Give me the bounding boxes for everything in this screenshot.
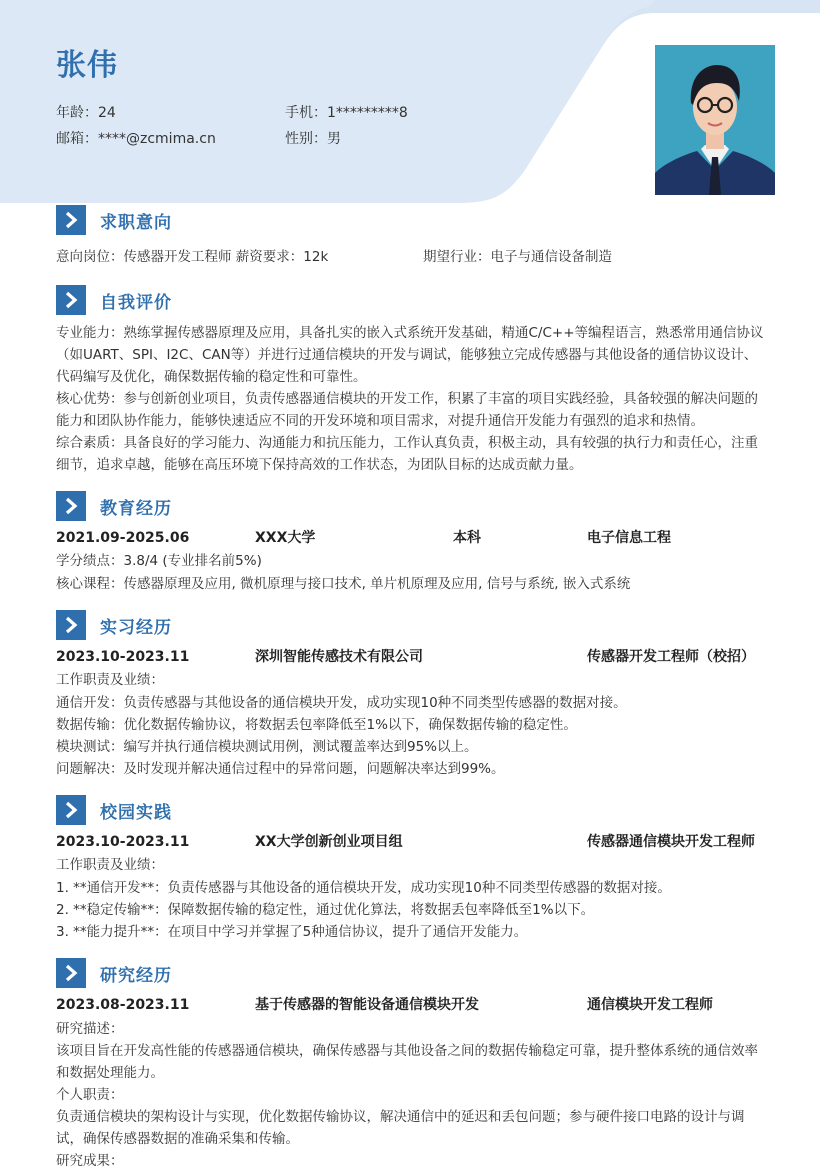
person-portrait-icon xyxy=(655,45,775,195)
education-row xyxy=(56,527,768,549)
research-role: 通信模块开发工程师 xyxy=(587,997,713,1013)
internship-period: 2023.10-2023.11 xyxy=(56,649,190,665)
education-major: 电子信息工程 xyxy=(587,530,671,546)
education-school: XXX大学 xyxy=(255,530,316,546)
intent-industry: 期望行业：电子与通信设备制造 xyxy=(423,249,612,265)
intent-position: 意向岗位：传感器开发工程师 薪资要求：12k xyxy=(56,249,329,265)
internship-line: 问题解决：及时发现并解决通信过程中的异常问题，问题解决率达到99%。 xyxy=(56,761,505,777)
gender-label: 性别： xyxy=(285,131,327,147)
campus-line: 工作职责及业绩： xyxy=(56,857,164,873)
campus-row xyxy=(56,831,768,853)
age-value: 24 xyxy=(98,105,116,121)
section-header-education xyxy=(56,491,172,521)
gender-field xyxy=(285,128,341,148)
chevron-right-icon xyxy=(56,795,86,825)
research-period: 2023.08-2023.11 xyxy=(56,997,190,1013)
education-degree: 本科 xyxy=(453,530,481,546)
email-field xyxy=(56,128,216,148)
campus-line: 2. **稳定传输**：保障数据传输的稳定性，通过优化算法，将数据丢包率降低至1%以下。 xyxy=(56,902,595,918)
education-courses: 核心课程：传感器原理及应用, 微机原理与接口技术, 单片机原理及应用, 信号与系统, 嵌入式系统 xyxy=(56,576,631,592)
phone-field xyxy=(285,102,408,122)
research-desc-label: 研究描述： xyxy=(56,1021,124,1037)
internship-line: 数据传输：优化数据传输协议，将数据丢包率降低至1%以下，确保数据传输的稳定性。 xyxy=(56,717,577,733)
education-gpa: 学分绩点：3.8/4 (专业排名前5%) xyxy=(56,553,262,569)
phone-value: 1*********8 xyxy=(327,105,408,121)
section-title: 研究经历 xyxy=(100,965,172,986)
chevron-right-icon xyxy=(56,610,86,640)
internship-line: 通信开发：负责传感器与其他设备的通信模块开发，成功实现10种不同类型传感器的数据对接。 xyxy=(56,695,627,711)
age-label: 年龄： xyxy=(56,105,98,121)
chevron-right-icon xyxy=(56,491,86,521)
research-project: 基于传感器的智能设备通信模块开发 xyxy=(255,997,479,1013)
age-field xyxy=(56,102,116,122)
section-title: 实习经历 xyxy=(100,617,172,638)
section-title: 求职意向 xyxy=(100,212,172,233)
research-result-label: 研究成果： xyxy=(56,1153,124,1169)
email-value: ****@zcmima.cn xyxy=(98,131,216,147)
chevron-right-icon xyxy=(56,205,86,235)
self-eval-qualities: 综合素质：具备良好的学习能力、沟通能力和抗压能力，工作认真负责，积极主动，具有较强的执行力和责任心，注重细节，追求卓越，能够在高压环境下保持高效的工作状态，为团队目标的达成贡献力量。 xyxy=(56,435,758,473)
internship-row xyxy=(56,646,768,668)
self-eval-strengths: 核心优势：参与创新创业项目，负责传感器通信模块的开发工作，积累了丰富的项目实践经验，具备较强的解决问题的能力和团队协作能力，能够快速适应不同的开发环境和项目需求，对提升通信开发能力有强烈的追求和热情。 xyxy=(56,391,758,429)
section-header-self-evaluation xyxy=(56,285,172,315)
research-duty-label: 个人职责： xyxy=(56,1087,124,1103)
research-desc: 该项目旨在开发高性能的传感器通信模块，确保传感器与其他设备之间的数据传输稳定可靠，提升整体系统的通信效率和数据处理能力。 xyxy=(56,1043,758,1081)
internship-line: 模块测试：编写并执行通信模块测试用例，测试覆盖率达到95%以上。 xyxy=(56,739,478,755)
research-duty: 负责通信模块的架构设计与实现，优化数据传输协议，解决通信中的延迟和丢包问题；参与硬件接口电路的设计与调试，确保传感器数据的准确采集和传输。 xyxy=(56,1109,745,1147)
email-label: 邮箱： xyxy=(56,131,98,147)
internship-role: 传感器开发工程师（校招） xyxy=(587,649,755,665)
gender-value: 男 xyxy=(327,131,341,147)
campus-line: 3. **能力提升**：在项目中学习并掌握了5种通信协议，提升了通信开发能力。 xyxy=(56,924,528,940)
self-eval-professional: 专业能力：熟练掌握传感器原理及应用，具备扎实的嵌入式系统开发基础，精通C/C++等编程语言，熟悉常用通信协议（如UART、SPI、I2C、CAN等）并进行过通信模块的开发与调试，能够独立完成传感器与其他设备的通信协议设计、代码编写及优化，确保数据传输的稳定性和可靠性。 xyxy=(56,325,764,385)
phone-label: 手机： xyxy=(285,105,327,121)
campus-period: 2023.10-2023.11 xyxy=(56,834,190,850)
chevron-right-icon xyxy=(56,958,86,988)
internship-company: 深圳智能传感技术有限公司 xyxy=(255,649,423,665)
section-header-campus-practice xyxy=(56,795,172,825)
campus-role: 传感器通信模块开发工程师 xyxy=(587,834,755,850)
campus-org: XX大学创新创业项目组 xyxy=(255,834,403,850)
profile-photo xyxy=(655,45,775,195)
section-header-job-intent xyxy=(56,205,172,235)
section-title: 自我评价 xyxy=(100,292,172,313)
research-row xyxy=(56,994,768,1016)
section-header-internship xyxy=(56,610,172,640)
section-title: 教育经历 xyxy=(100,498,172,519)
section-header-research xyxy=(56,958,172,988)
campus-line: 1. **通信开发**：负责传感器与其他设备的通信模块开发，成功实现10种不同类型传感器的数据对接。 xyxy=(56,880,671,896)
chevron-right-icon xyxy=(56,285,86,315)
candidate-name: 张伟 xyxy=(56,48,118,83)
internship-line: 工作职责及业绩： xyxy=(56,672,164,688)
education-period: 2021.09-2025.06 xyxy=(56,530,190,546)
section-title: 校园实践 xyxy=(100,802,172,823)
